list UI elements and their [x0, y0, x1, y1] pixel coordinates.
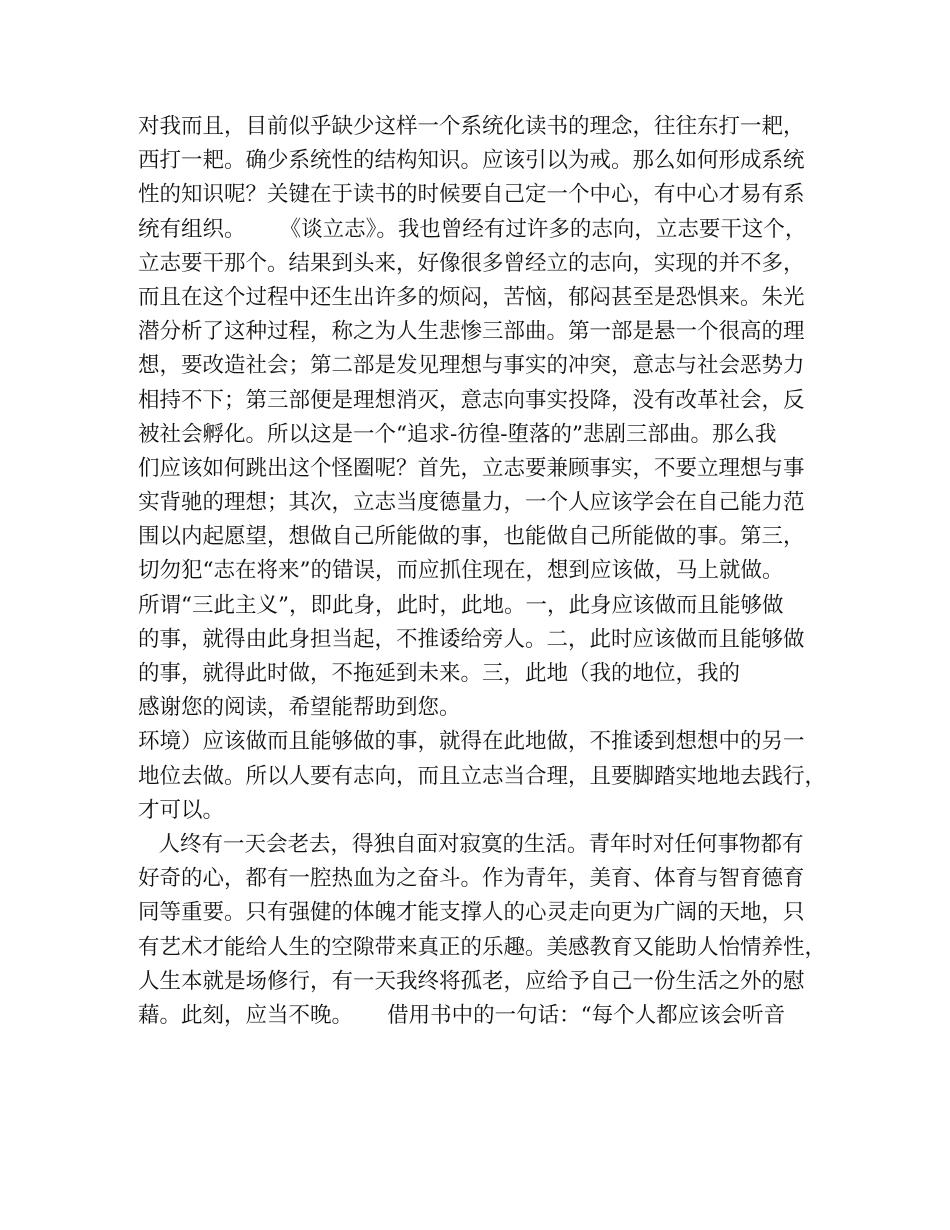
- text-line: 环境）应该做而且能够做的事，就得在此地做，不推诿到想想中的另一: [138, 729, 805, 755]
- text-line: 藉。此刻，应当不晚。 借用书中的一句话：“每个人都应该会听音: [138, 1002, 786, 1028]
- text-line: 同等重要。只有强健的体魄才能支撑人的心灵走向更为广阔的天地，只: [138, 900, 805, 926]
- text-line: 人生本就是场修行，有一天我终将孤老，应给予自己一份生活之外的慰: [138, 968, 805, 994]
- text-line: 立志要干那个。结果到头来，好像很多曾经立的志向，实现的并不多，: [138, 250, 805, 276]
- text-line: 有艺术才能给人生的空隙带来真正的乐趣。美感教育又能助人怡情养性，: [138, 934, 827, 960]
- text-line: 性的知识呢？关键在于读书的时候要自己定一个中心，有中心才易有系: [138, 182, 805, 208]
- text-line: 相持不下；第三部便是理想消灭，意志向事实投降，没有改革社会，反: [138, 387, 805, 413]
- text-line: 围以内起愿望，想做自己所能做的事，也能做自己所能做的事。第三，: [138, 524, 805, 550]
- text-line: 统有组织。 《谈立志》。我也曾经有过许多的志向，立志要干这个，: [138, 216, 807, 242]
- text-line: 对我而且，目前似乎缺少这样一个系统化读书的理念，往往东打一耙，: [138, 114, 805, 139]
- text-line: 的事，就得由此身担当起，不推诿给旁人。二，此时应该做而且能够做: [138, 626, 805, 652]
- text-line: 西打一耙。确少系统性的结构知识。应该引以为戒。那么如何形成系统: [138, 148, 805, 174]
- text-line: 而且在这个过程中还生出许多的烦闷，苦恼，郁闷甚至是恐惧来。朱光: [138, 284, 805, 310]
- body-text: [138, 110, 838, 1033]
- text-line: 实背驰的理想；其次，立志当度德量力，一个人应该学会在自己能力范: [138, 490, 805, 516]
- text-line: 的事，就得此时做，不拖延到未来。三，此地（我的地位，我的: [138, 661, 741, 686]
- text-line: 人终有一天会老去，得独自面对寂寞的生活。青年时对任何事物都有: [138, 831, 804, 857]
- text-line: 潜分析了这种过程，称之为人生悲惨三部曲。第一部是悬一个很高的理: [138, 319, 805, 345]
- text-line: 被社会孵化。所以这是一个“追求-彷徨-堕落的”悲剧三部曲。那么我: [138, 421, 777, 447]
- text-line: 所谓“三此主义”，即此身，此时，此地。一，此身应该做而且能够做: [138, 592, 784, 618]
- text-line: 好奇的心，都有一腔热血为之奋斗。作为青年，美育、体育与智育德育: [138, 866, 805, 892]
- thanks-note: 感谢您的阅读，希望能帮助到您。: [138, 695, 461, 721]
- text-line: 地位去做。所以人要有志向，而且立志当合理，且要脚踏实地地去践行，: [138, 763, 827, 789]
- text-line: 切勿犯“志在将来”的错误，而应抓住现在，想到应该做，马上就做。: [138, 558, 784, 584]
- text-line: 才可以。: [138, 797, 225, 823]
- text-line: 们应该如何跳出这个怪圈呢？首先，立志要兼顾事实，不要立理想与事: [138, 455, 805, 481]
- text-line: 想，要改造社会；第二部是发见理想与事实的冲突，意志与社会恶势力: [138, 353, 805, 379]
